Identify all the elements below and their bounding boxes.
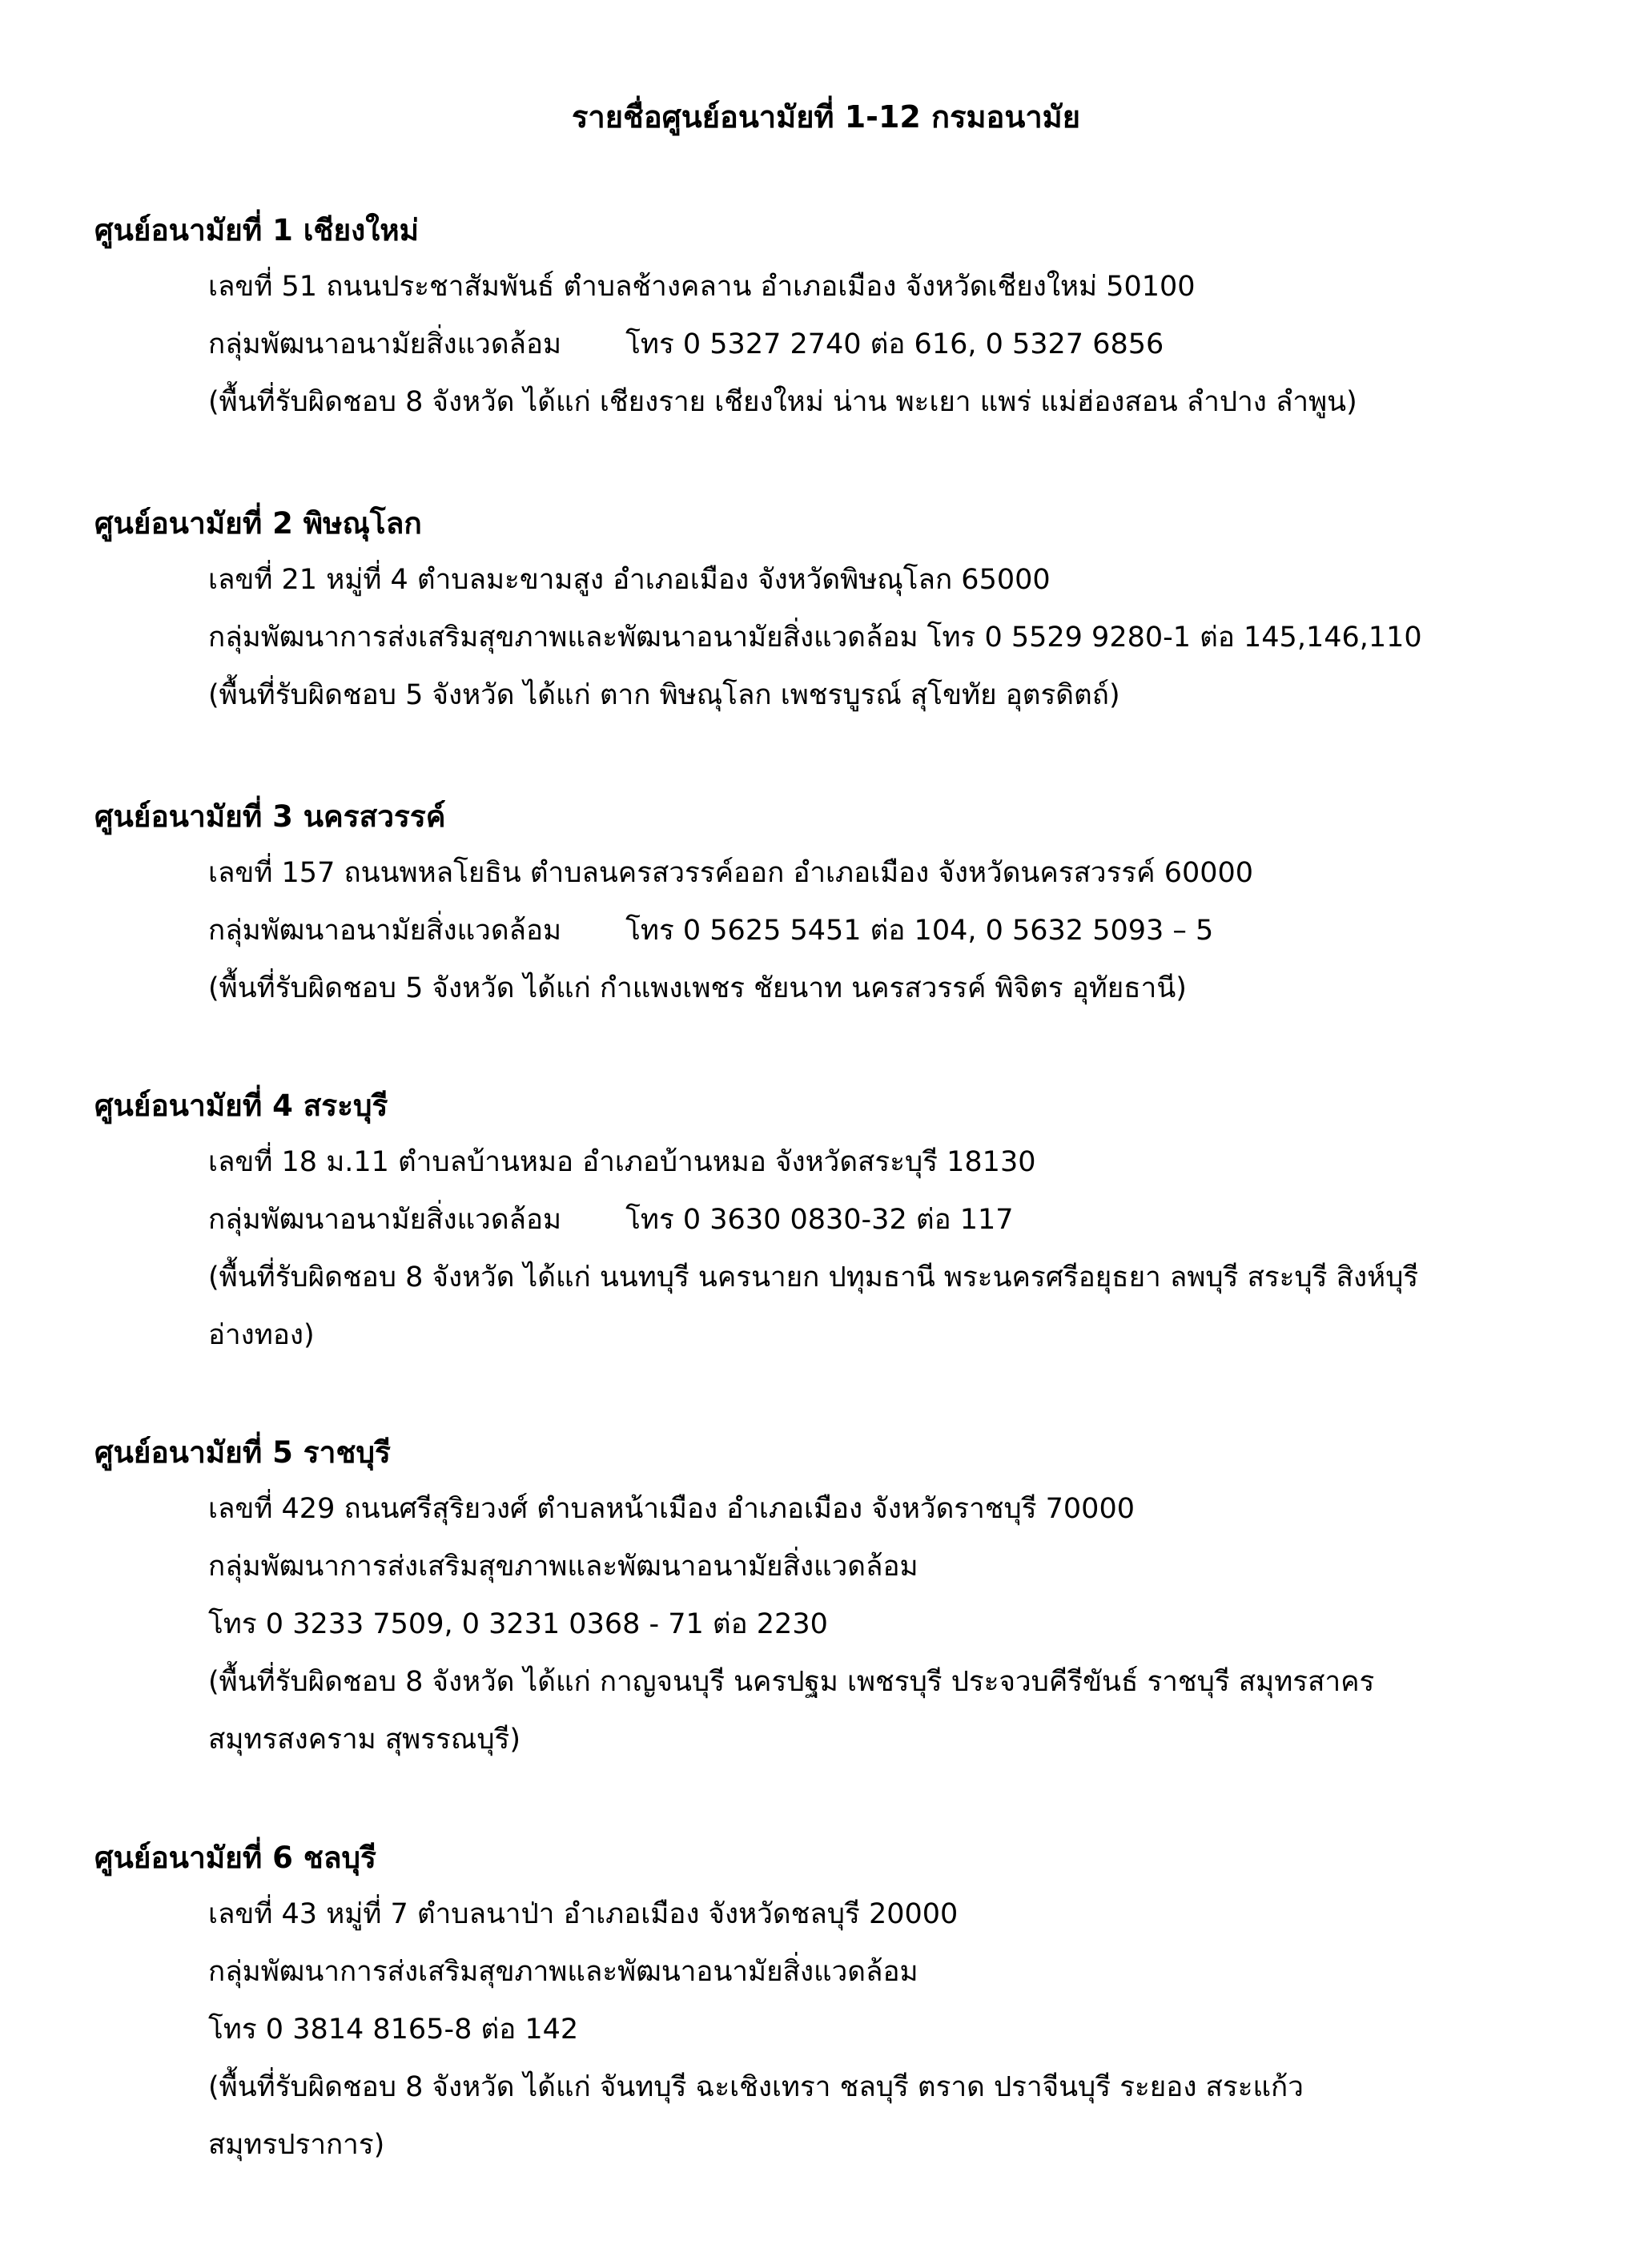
center-phone: โทร 0 5625 5451 ต่อ 104, 0 5632 5093 – 5 bbox=[625, 915, 1214, 947]
center-coverage: (พื้นที่รับผิดชอบ 8 จังหวัด ได้แก่ กาญจนบุรี นครปฐม เพชรบุรี ประจวบคีรีขันธ์ ราชบุรี สมุทรสาคร bbox=[208, 1666, 1375, 1698]
center-address: เลขที่ 21 หมู่ที่ 4 ตำบลมะขามสูง อำเภอเมือง จังหวัดพิษณุโลก 65000 bbox=[208, 564, 1051, 596]
health-center-5 bbox=[94, 1432, 1592, 1768]
center-contact-line bbox=[208, 316, 1592, 373]
center-details bbox=[208, 258, 1592, 431]
center-unit: กลุ่มพัฒนาอนามัยสิ่งแวดล้อม bbox=[208, 328, 562, 360]
center-contact-line bbox=[208, 902, 1592, 960]
center-phone: โทร 0 3233 7509, 0 3231 0368 - 71 ต่อ 2230 bbox=[208, 1608, 828, 1640]
health-center-1 bbox=[94, 210, 1592, 431]
center-coverage-continued: สมุทรปราการ) bbox=[208, 2129, 385, 2161]
center-address: เลขที่ 51 ถนนประชาสัมพันธ์ ตำบลช้างคลาน อำเภอเมือง จังหวัดเชียงใหม่ 50100 bbox=[208, 271, 1196, 303]
center-coverage-continued: อ่างทอง) bbox=[208, 1319, 315, 1351]
center-details bbox=[208, 551, 1592, 724]
center-phone: โทร 0 3630 0830-32 ต่อ 117 bbox=[625, 1204, 1014, 1236]
center-address: เลขที่ 43 หมู่ที่ 7 ตำบลนาป่า อำเภอเมือง จังหวัดชลบุรี 20000 bbox=[208, 1898, 959, 1930]
center-heading: ศูนย์อนามัยที่ 4 สระบุรี bbox=[94, 1088, 388, 1123]
center-address: เลขที่ 157 ถนนพหลโยธิน ตำบลนครสวรรค์ออก อำเภอเมือง จังหวัดนครสวรรค์ 60000 bbox=[208, 857, 1254, 889]
center-phone: โทร 0 5327 2740 ต่อ 616, 0 5327 6856 bbox=[625, 328, 1164, 360]
center-heading: ศูนย์อนามัยที่ 3 นครสวรรค์ bbox=[94, 799, 446, 834]
health-center-2 bbox=[94, 503, 1592, 724]
center-unit: กลุ่มพัฒนาการส่งเสริมสุขภาพและพัฒนาอนามัยสิ่งแวดล้อม bbox=[208, 1956, 918, 1988]
center-coverage: (พื้นที่รับผิดชอบ 5 จังหวัด ได้แก่ ตาก พิษณุโลก เพชรบูรณ์ สุโขทัย อุตรดิตถ์) bbox=[208, 679, 1120, 711]
center-heading: ศูนย์อนามัยที่ 2 พิษณุโลก bbox=[94, 506, 422, 541]
document-title: รายชื่อศูนย์อนามัยที่ 1-12 กรมอนามัย bbox=[572, 99, 1080, 135]
center-coverage: (พื้นที่รับผิดชอบ 8 จังหวัด ได้แก่ นนทบุรี นครนายก ปทุมธานี พระนครศรีอยุธยา ลพบุรี สระบุรี สิงห์บุรี bbox=[208, 1261, 1419, 1293]
center-phone: โทร 0 3814 8165-8 ต่อ 142 bbox=[208, 2014, 579, 2046]
center-unit: กลุ่มพัฒนาอนามัยสิ่งแวดล้อม bbox=[208, 1204, 562, 1236]
health-center-3 bbox=[94, 796, 1592, 1017]
center-heading: ศูนย์อนามัยที่ 5 ราชบุรี bbox=[94, 1435, 391, 1470]
center-coverage: (พื้นที่รับผิดชอบ 8 จังหวัด ได้แก่ เชียงราย เชียงใหม่ น่าน พะเยา แพร่ แม่ฮ่องสอน ลำปาง ลำพูน) bbox=[208, 386, 1357, 418]
health-center-4 bbox=[94, 1085, 1592, 1364]
center-heading: ศูนย์อนามัยที่ 6 ชลบุรี bbox=[94, 1841, 376, 1875]
center-contact-line bbox=[208, 1191, 1592, 1249]
center-unit: กลุ่มพัฒนาอนามัยสิ่งแวดล้อม bbox=[208, 915, 562, 947]
center-unit: กลุ่มพัฒนาการส่งเสริมสุขภาพและพัฒนาอนามัยสิ่งแวดล้อม bbox=[208, 1551, 918, 1583]
center-address: เลขที่ 429 ถนนศรีสุริยวงศ์ ตำบลหน้าเมือง อำเภอเมือง จังหวัดราชบุรี 70000 bbox=[208, 1493, 1135, 1525]
center-details bbox=[208, 1480, 1592, 1768]
center-details bbox=[208, 844, 1592, 1017]
center-details bbox=[208, 1133, 1592, 1364]
center-details bbox=[208, 1885, 1592, 2174]
center-coverage: (พื้นที่รับผิดชอบ 8 จังหวัด ได้แก่ จันทบุรี ฉะเชิงเทรา ชลบุรี ตราด ปราจีนบุรี ระยอง สระแก้ว bbox=[208, 2071, 1304, 2103]
center-address: เลขที่ 18 ม.11 ตำบลบ้านหมอ อำเภอบ้านหมอ จังหวัดสระบุรี 18130 bbox=[208, 1146, 1036, 1178]
health-center-6 bbox=[94, 1837, 1592, 2174]
center-heading: ศูนย์อนามัยที่ 1 เชียงใหม่ bbox=[94, 213, 420, 247]
center-coverage: (พื้นที่รับผิดชอบ 5 จังหวัด ได้แก่ กำแพงเพชร ชัยนาท นครสวรรค์ พิจิตร อุทัยธานี) bbox=[208, 972, 1187, 1004]
center-contact-line: กลุ่มพัฒนาการส่งเสริมสุขภาพและพัฒนาอนามัยสิ่งแวดล้อม โทร 0 5529 9280-1 ต่อ 145,146,110 bbox=[208, 622, 1422, 654]
center-coverage-continued: สมุทรสงคราม สุพรรณบุรี) bbox=[208, 1724, 521, 1756]
